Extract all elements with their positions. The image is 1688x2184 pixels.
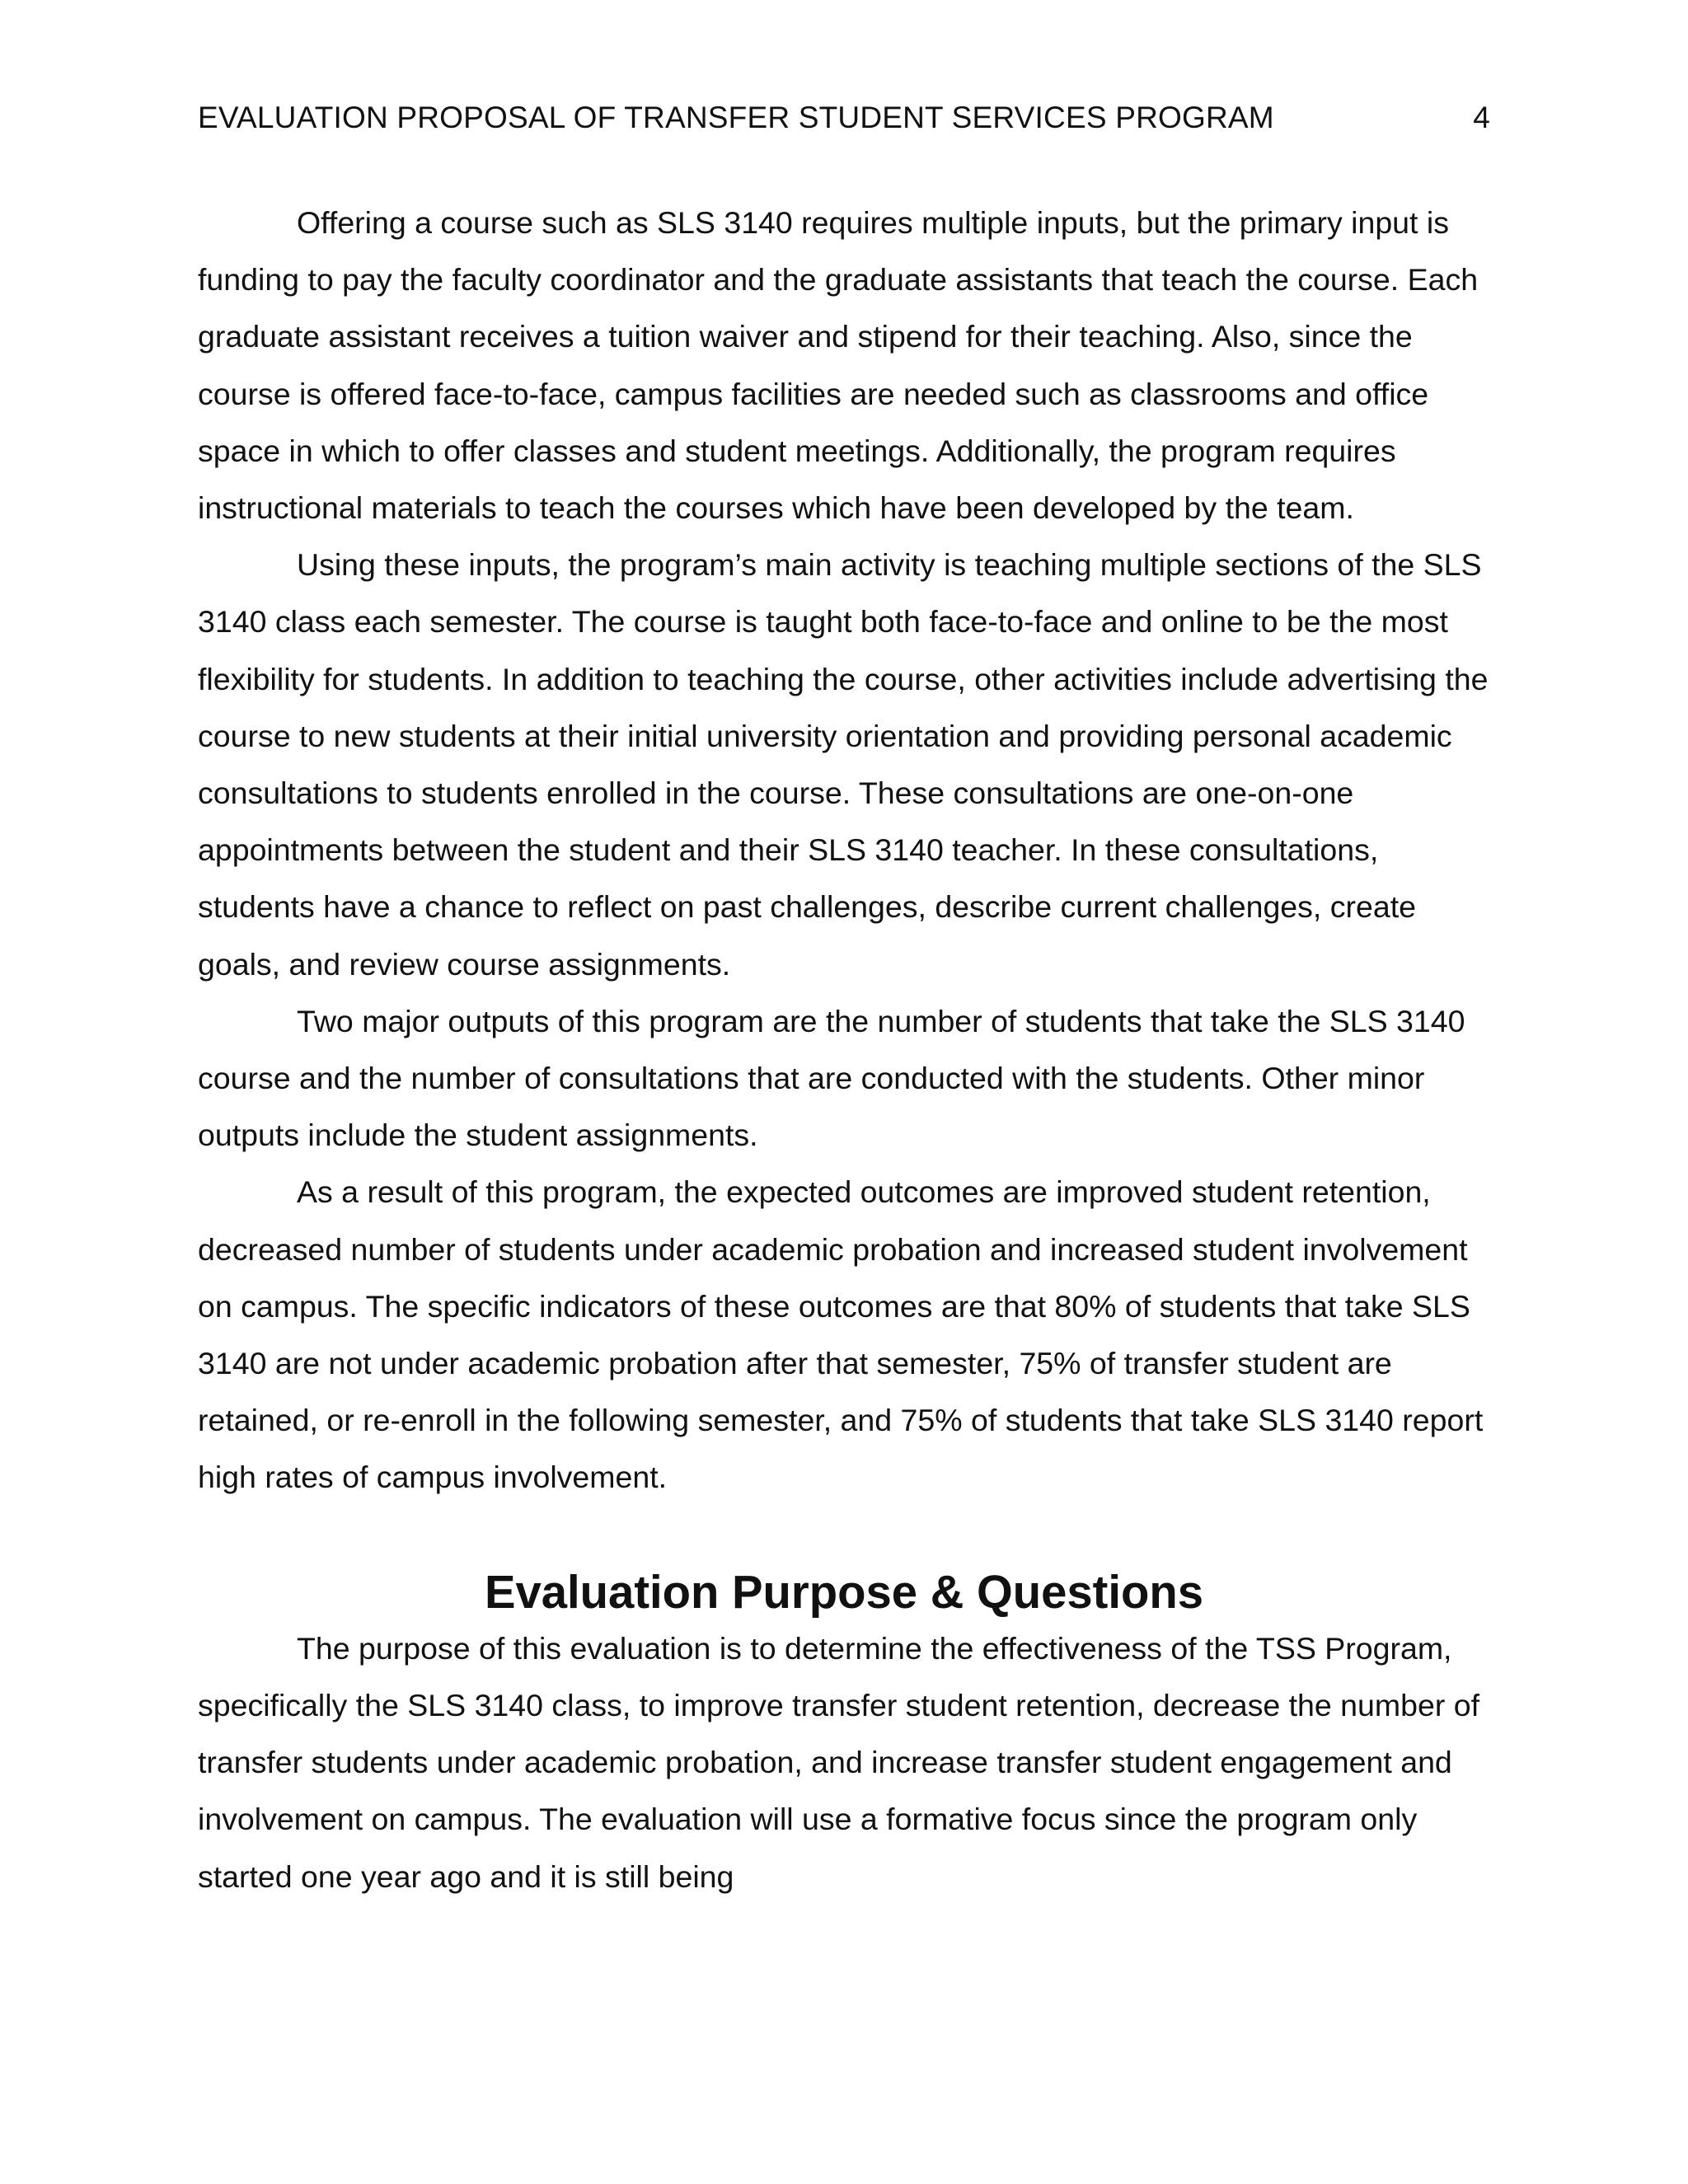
paragraph-evaluation-purpose: The purpose of this evaluation is to determine the effectiveness of the TSS Program, specifically the SLS 3140 class, to improve transfer student retention, decrease the number of transfer students under academic probation, and increase transfer student engagement and involvement on campus. The evaluation will use a formative focus since the program only started one year ago and it is still being [198, 1630, 1480, 1894]
paragraph-outcomes: As a result of this program, the expected outcomes are improved student retention, decreased number of students under academic probation and increased student involvement on campus. The specific indicators of these outcomes are that 80% of students that take SLS 3140 are not under academic probation after that semester, 75% of transfer student are retained, or re-enroll in the following semester, and 75% of students that take SLS 3140 report high rates of campus involvement. [198, 1174, 1484, 1495]
running-head-title: EVALUATION PROPOSAL OF TRANSFER STUDENT SERVICES PROGRAM [198, 101, 1274, 134]
paragraph-inputs: Offering a course such as SLS 3140 requires multiple inputs, but the primary input is funding to pay the faculty coordinator and the graduate assistants that teach the course. Each graduate assistant receives a tuition waiver and stipend for their teaching. Also, since the course is offered face-to-face, campus facilities are needed such as classrooms and office space in which to offer classes and student meetings. Additionally, the program requires instructional materials to teach the courses which have been developed by the team. [198, 205, 1479, 526]
document-body [198, 194, 1490, 1905]
page-number: 4 [1473, 101, 1490, 134]
section-heading: Evaluation Purpose & Questions [484, 1565, 1204, 1618]
paragraph-activities: Using these inputs, the program’s main activity is teaching multiple sections of the SLS 3140 class each semester. The course is taught both face-to-face and online to be the most flexibility for students. In addition to teaching the course, other activities include advertising the course to new students at their initial university orientation and providing personal academic consultations to students enrolled in the course. These consultations are one-on-one appointments between the student and their SLS 3140 teacher. In these consultations, students have a chance to reflect on past challenges, describe current challenges, create goals, and review course assignments. [198, 547, 1489, 982]
paragraph-outputs: Two major outputs of this program are the number of students that take the SLS 3140 course and the number of consultations that are conducted with the students. Other minor outputs include the student assignments. [198, 1003, 1465, 1153]
